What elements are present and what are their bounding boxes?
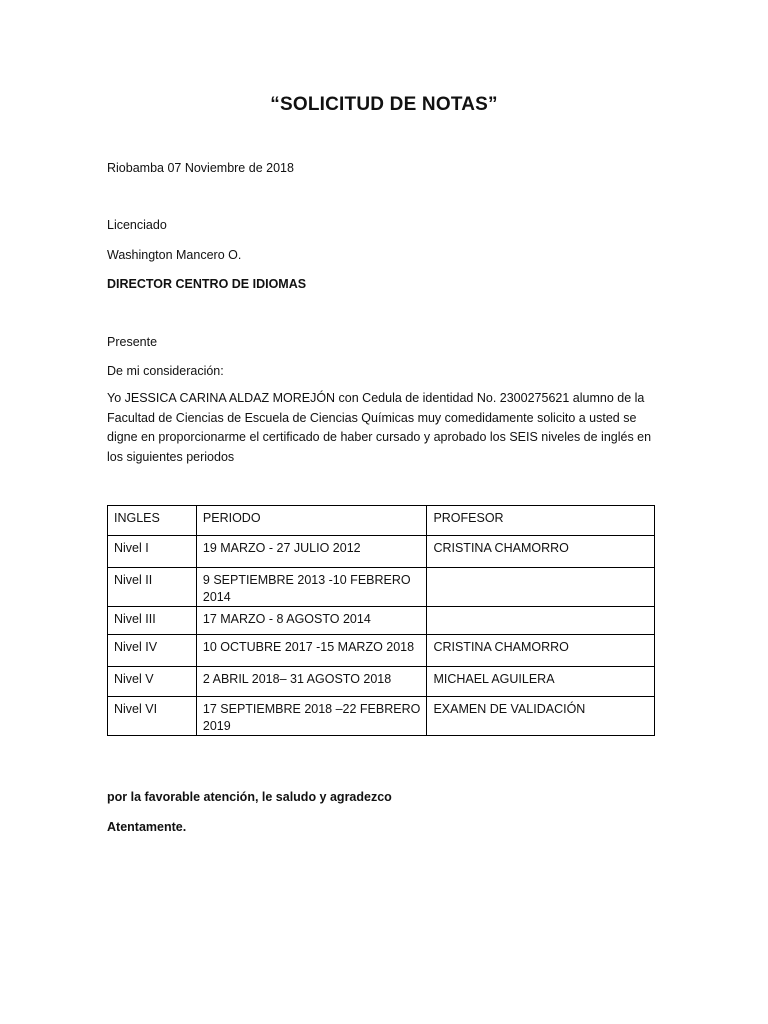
table-row [108, 536, 655, 568]
signoff-line: Atentamente. [107, 820, 187, 834]
cell-teacher: CRISTINA CHAMORRO [427, 536, 655, 568]
cell-teacher [427, 568, 655, 607]
closing-line: por la favorable atención, le saludo y agradezco [107, 790, 392, 804]
header-profesor: PROFESOR [427, 506, 655, 536]
levels-table [107, 505, 655, 736]
header-periodo: PERIODO [196, 506, 427, 536]
table-row [108, 667, 655, 697]
cell-period: 17 SEPTIEMBRE 2018 –22 FEBRERO 2019 [196, 697, 427, 736]
cell-level: Nivel I [108, 536, 197, 568]
cell-level: Nivel III [108, 607, 197, 635]
cell-period: 9 SEPTIEMBRE 2013 -10 FEBRERO 2014 [196, 568, 427, 607]
recipient-position: DIRECTOR CENTRO DE IDIOMAS [107, 277, 307, 291]
body-paragraph: Yo JESSICA CARINA ALDAZ MOREJÓN con Cedula de identidad No. 2300275621 alumno de la Facultad de Ciencias de Escuela de Ciencias Químicas muy comedidamente solicito a usted se digne en proporcionarme el certificado de haber cursado y aprobado los SEIS niveles de inglés en los siguientes periodos [107, 391, 652, 464]
cell-teacher: CRISTINA CHAMORRO [427, 635, 655, 667]
table-row [108, 607, 655, 635]
table-row [108, 568, 655, 607]
presente-line: Presente [107, 335, 158, 349]
place-date: Riobamba 07 Noviembre de 2018 [107, 161, 294, 175]
header-ingles: INGLES [108, 506, 197, 536]
salutation: De mi consideración: [107, 364, 224, 378]
cell-level: Nivel IV [108, 635, 197, 667]
cell-level: Nivel VI [108, 697, 197, 736]
cell-level: Nivel II [108, 568, 197, 607]
cell-level: Nivel V [108, 667, 197, 697]
document-title: “SOLICITUD DE NOTAS” [270, 94, 498, 115]
cell-period: 19 MARZO - 27 JULIO 2012 [196, 536, 427, 568]
cell-period: 10 OCTUBRE 2017 -15 MARZO 2018 [196, 635, 427, 667]
recipient-honorific: Licenciado [107, 218, 167, 232]
cell-period: 2 ABRIL 2018– 31 AGOSTO 2018 [196, 667, 427, 697]
cell-teacher: MICHAEL AGUILERA [427, 667, 655, 697]
table-row [108, 697, 655, 736]
cell-period: 17 MARZO - 8 AGOSTO 2014 [196, 607, 427, 635]
cell-teacher [427, 607, 655, 635]
table-header-row [108, 506, 655, 536]
table-row [108, 635, 655, 667]
recipient-name: Washington Mancero O. [107, 248, 242, 262]
cell-teacher: EXAMEN DE VALIDACIÓN [427, 697, 655, 736]
